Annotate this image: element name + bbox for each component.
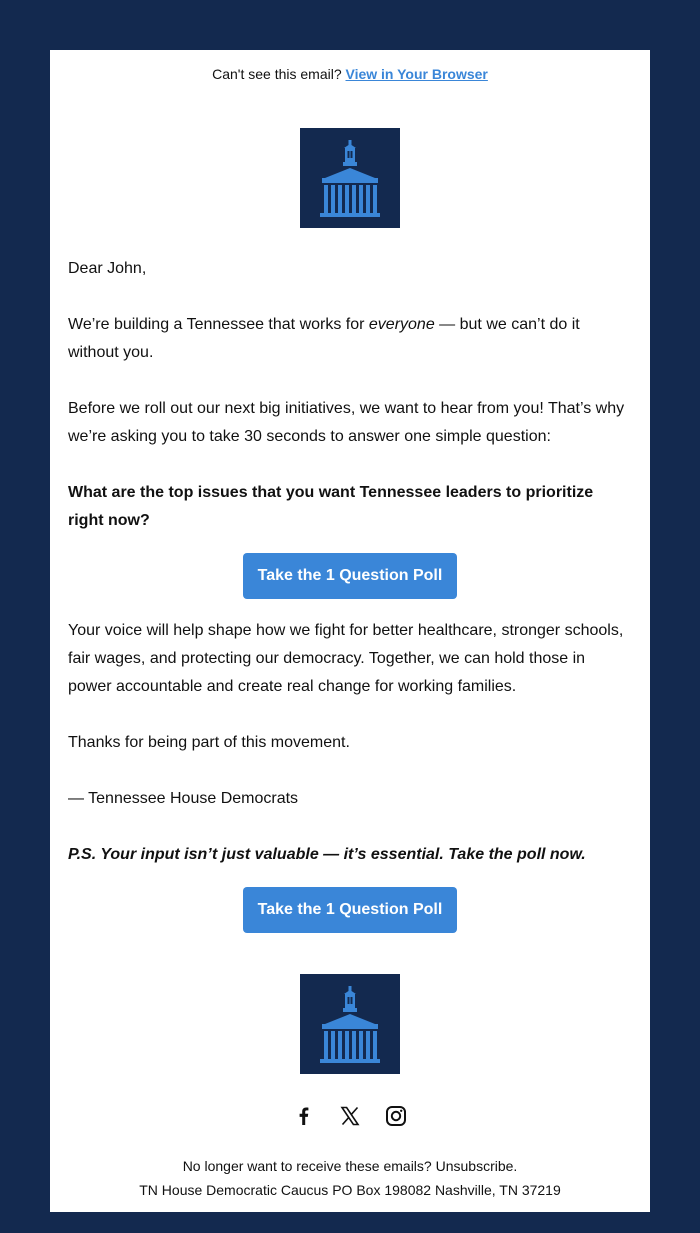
mailing-address [50,1182,650,1198]
preheader [50,66,650,82]
voice-text: Your voice will help shape how we fight for better healthcare, stronger schools, fair wages, and protecting our democracy. Together, we can hold those in power accountable and create real change for working families. [68,622,624,695]
voice-paragraph [68,617,632,701]
unsubscribe-text[interactable]: No longer want to receive these emails? Unsubscribe. [182,1158,518,1174]
facebook-icon[interactable] [292,1104,316,1128]
intro-text-start: We’re building a Tennessee that works for [68,316,369,333]
intro-paragraph [68,311,632,367]
poll-question [68,479,632,535]
capitol-building-icon [300,128,400,228]
request-paragraph [68,395,632,451]
greeting [68,255,632,283]
postscript-text: P.S. Your input isn’t just valuable — it’s essential. Take the poll now. [68,846,586,863]
thanks-paragraph [68,729,632,757]
postscript [68,841,632,869]
take-poll-button[interactable]: Take the 1 Question Poll [243,553,457,599]
signature-text: — Tennessee House Democrats [68,790,299,807]
unsubscribe-line [50,1158,650,1174]
request-text: Before we roll out our next big initiatives, we want to hear from you! That’s why we’re asking you to take 30 seconds to answer one simple question: [68,400,625,445]
poll-question-text: What are the top issues that you want Tennessee leaders to prioritize right now? [68,484,594,529]
instagram-icon[interactable] [384,1104,408,1128]
take-poll-button-secondary[interactable]: Take the 1 Question Poll [243,887,457,933]
x-twitter-icon[interactable] [338,1104,362,1128]
preheader-text: Can't see this email? [212,66,342,82]
intro-text-end: — but we can’t do it without you. [68,316,580,361]
thanks-text: Thanks for being part of this movement. [68,734,350,751]
greeting-text: Dear John, [68,260,147,277]
capitol-building-icon [300,974,400,1074]
email-card [50,50,650,1212]
view-in-browser-link[interactable]: View in Your Browser [345,66,488,82]
signature [68,785,632,813]
social-links [50,1104,650,1128]
address-text: TN House Democratic Caucus PO Box 198082 Nashville, TN 37219 [139,1182,561,1198]
intro-emphasis: everyone [368,316,435,333]
